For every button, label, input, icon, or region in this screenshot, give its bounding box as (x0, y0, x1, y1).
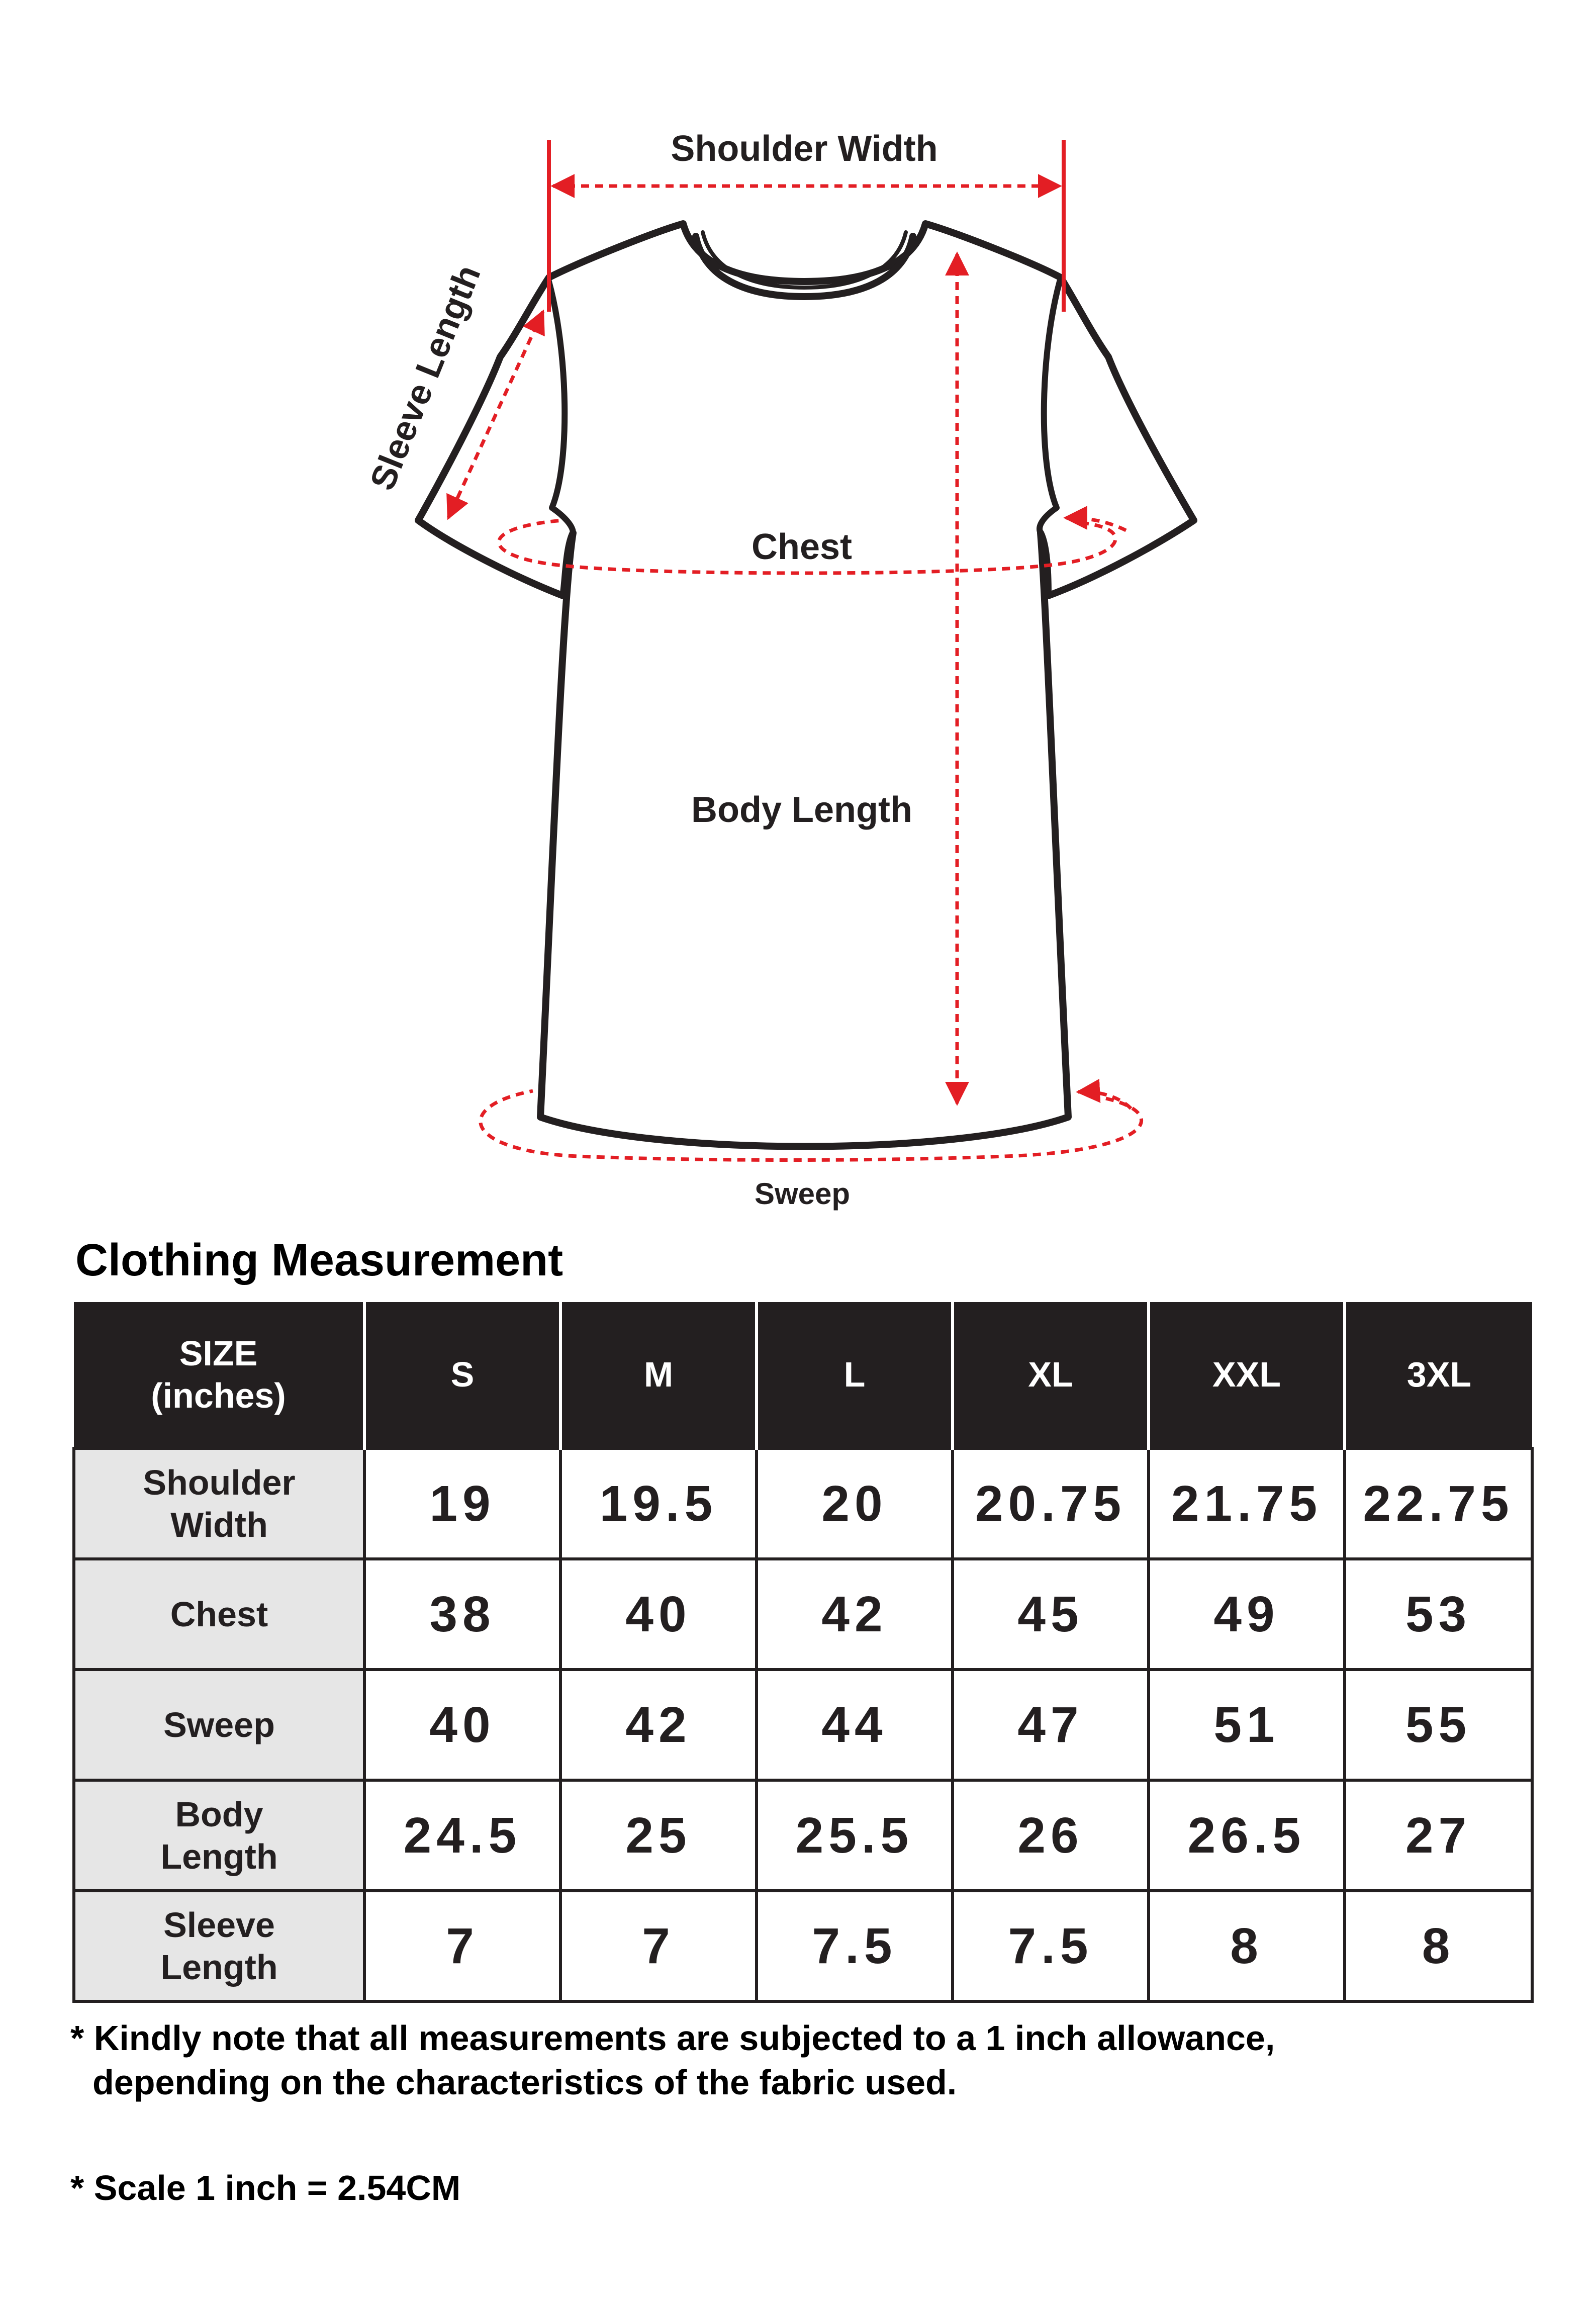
table-cell: 44 (757, 1670, 953, 1780)
table-cell: 7 (560, 1891, 757, 2001)
row-label (74, 1670, 364, 1780)
row-label (74, 1448, 364, 1559)
row-label-line1: Body (175, 1795, 263, 1834)
table-cell: 20.75 (953, 1448, 1149, 1559)
row-label-line2: Width (170, 1505, 268, 1544)
table-row (74, 1559, 1532, 1670)
scale-note: * Scale 1 inch = 2.54CM (70, 2168, 461, 2207)
table-row (74, 1891, 1532, 2001)
table-cell: 27 (1345, 1780, 1532, 1891)
size-header: S (364, 1302, 560, 1448)
table-cell: 40 (364, 1670, 560, 1780)
label-sweep: Sweep (754, 1177, 851, 1211)
size-header: 3XL (1345, 1302, 1532, 1448)
sleeve-length-arrow (448, 312, 543, 518)
table-cell: 25 (560, 1780, 757, 1891)
size-header: L (757, 1302, 953, 1448)
corner-header-line1: SIZE (179, 1334, 258, 1373)
size-header: M (560, 1302, 757, 1448)
label-body-length: Body Length (691, 790, 912, 830)
row-label (74, 1780, 364, 1891)
table-row (74, 1780, 1532, 1891)
label-shoulder-width: Shoulder Width (671, 129, 938, 169)
table-cell: 24.5 (364, 1780, 560, 1891)
size-table (72, 1302, 1534, 2003)
table-cell: 26 (953, 1780, 1149, 1891)
table-cell: 8 (1149, 1891, 1345, 2001)
tshirt-outline (418, 224, 1194, 1147)
table-cell: 21.75 (1149, 1448, 1345, 1559)
table-cell: 45 (953, 1559, 1149, 1670)
table-cell: 47 (953, 1670, 1149, 1780)
corner-header (74, 1302, 364, 1448)
section-title: Clothing Measurement (75, 1235, 564, 1285)
table-cell: 20 (757, 1448, 953, 1559)
row-label-line1: Shoulder (143, 1463, 296, 1502)
row-label (74, 1891, 364, 2001)
table-row (74, 1670, 1532, 1780)
table-cell: 7.5 (953, 1891, 1149, 2001)
table-header-row (74, 1302, 1532, 1448)
size-header: XXL (1149, 1302, 1345, 1448)
corner-header-line2: (inches) (151, 1376, 286, 1415)
allowance-note (70, 2016, 1275, 2104)
table-cell: 26.5 (1149, 1780, 1345, 1891)
table-cell: 8 (1345, 1891, 1532, 2001)
size-header: XL (953, 1302, 1149, 1448)
table-cell: 22.75 (1345, 1448, 1532, 1559)
table-cell: 7 (364, 1891, 560, 2001)
table-cell: 25.5 (757, 1780, 953, 1891)
table-row (74, 1448, 1532, 1559)
table-cell: 40 (560, 1559, 757, 1670)
row-label-line2: Length (160, 1837, 278, 1876)
table-cell: 42 (560, 1670, 757, 1780)
table-cell: 49 (1149, 1559, 1345, 1670)
table-cell: 42 (757, 1559, 953, 1670)
row-label-line1: Sleeve (163, 1905, 275, 1945)
table-cell: 7.5 (757, 1891, 953, 2001)
allowance-note-line1: * Kindly note that all measurements are subjected to a 1 inch allowance, (70, 2018, 1275, 2058)
row-label-line1: Sweep (163, 1705, 275, 1744)
sweep-arrow-tip (1078, 1092, 1131, 1109)
label-sleeve-length: Sleeve Length (362, 259, 488, 496)
label-chest: Chest (751, 527, 853, 567)
table-cell: 38 (364, 1559, 560, 1670)
right-armhole-seam (1040, 282, 1060, 533)
left-armhole-seam (549, 282, 573, 533)
allowance-note-line2: depending on the characteristics of the fabric used. (92, 2063, 957, 2102)
table-cell: 19.5 (560, 1448, 757, 1559)
table-cell: 19 (364, 1448, 560, 1559)
tshirt-body-outline (418, 224, 1194, 1147)
table-cell: 51 (1149, 1670, 1345, 1780)
row-label (74, 1559, 364, 1670)
table-cell: 53 (1345, 1559, 1532, 1670)
row-label-line1: Chest (170, 1595, 268, 1634)
row-label-line2: Length (160, 1948, 278, 1987)
table-cell: 55 (1345, 1670, 1532, 1780)
